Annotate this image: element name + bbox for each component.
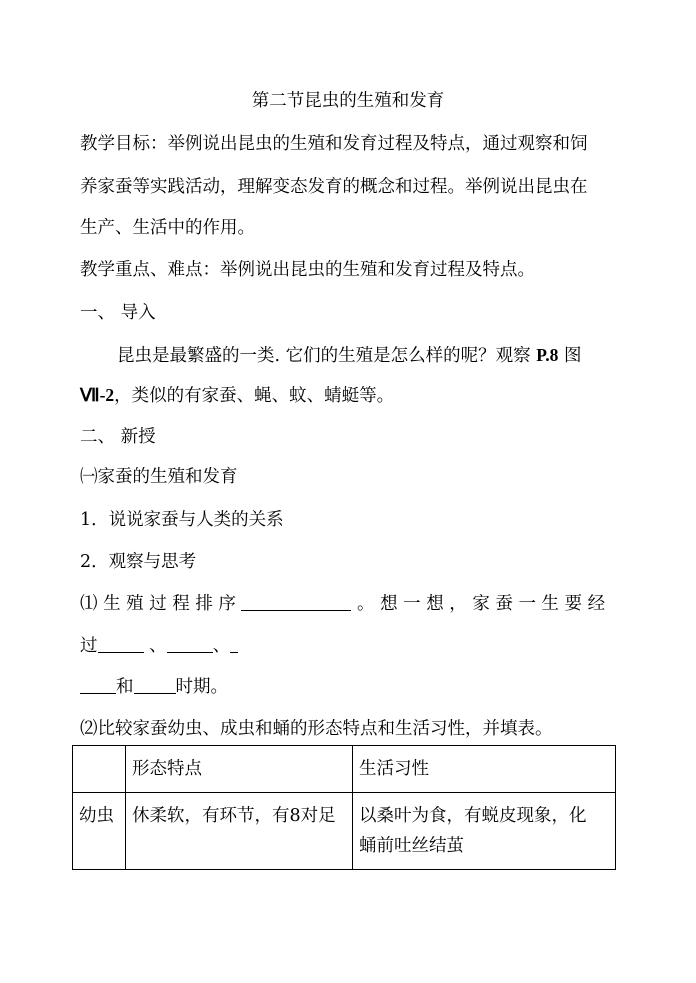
question-1-prompt: ⑴ 生 殖 过 程 排 序 [80, 594, 236, 614]
blank-stage-3 [80, 675, 116, 694]
question-1-line-3 [80, 675, 228, 699]
subsection-silkworm: ㈠家蚕的生殖和发育 [80, 467, 238, 487]
larva-morphology: 休柔软，有环节，有8对足 [126, 793, 353, 870]
intro-figure-ref: Ⅶ-2 [80, 385, 115, 405]
separator-2: 、 [212, 636, 231, 656]
row-label-larva: 幼虫 [73, 793, 126, 870]
teaching-goal-line-1: 教学目标：举例说出昆虫的生殖和发育过程及特点，通过观察和饲 [80, 134, 588, 154]
key-points: 教学重点、难点：举例说出昆虫的生殖和发育过程及特点。 [80, 260, 535, 280]
intro-paragraph-line-2 [80, 383, 394, 408]
question-1-continue: 。 想 一 想 ， 家 蚕 一 生 要 经 [357, 594, 606, 614]
blank-stage-4 [134, 675, 176, 694]
intro-examples: ，类似的有家蚕、蝇、蚊、蜻蜓等。 [114, 386, 395, 406]
page-title: 第二节昆虫的生殖和发育 [251, 91, 445, 111]
table-header-empty [73, 746, 126, 793]
section-new-heading: 二、 新授 [80, 427, 156, 447]
item-1: 1．说说家蚕与人类的关系 [80, 510, 284, 530]
question-1-pass: 过 [80, 636, 98, 656]
blank-order [241, 592, 351, 611]
question-1-period: 时期。 [175, 677, 228, 697]
separator-1: 、 [149, 636, 167, 656]
blank-stage-1 [98, 634, 144, 653]
question-1-and: 和 [116, 677, 134, 697]
blank-stage-3-start [230, 634, 238, 653]
comparison-table [72, 745, 616, 870]
larva-habits-line-1: 以桑叶为食，有蜕皮现象，化 [359, 806, 587, 826]
table-header-row [73, 746, 616, 793]
teaching-goal-line-2: 养家蚕等实践活动，理解变态发育的概念和过程。举例说出昆虫在 [80, 177, 588, 197]
intro-paragraph-line-1 [117, 343, 581, 368]
larva-habits-line-2: 蛹前吐丝结茧 [359, 836, 464, 856]
table-row [73, 793, 616, 870]
section-intro-heading: 一、 导入 [80, 303, 156, 323]
teaching-goal-line-3: 生产、生活中的作用。 [80, 218, 255, 238]
table-header-morphology: 形态特点 [126, 746, 353, 793]
intro-text: 昆虫是最繁盛的一类. 它们的生殖是怎么样的呢？观察 [117, 346, 537, 366]
intro-page-ref: P.8 [536, 345, 559, 365]
larva-habits [353, 793, 616, 870]
blank-stage-2 [167, 634, 213, 653]
question-1-line-1 [80, 592, 605, 616]
intro-figure-word: 图 [558, 346, 582, 366]
question-2: ⑵比较家蚕幼虫、成虫和蛹的形态特点和生活习性，并填表。 [80, 719, 553, 739]
item-2: 2．观察与思考 [80, 552, 197, 572]
question-1-line-2 [80, 634, 238, 658]
table-header-habits: 生活习性 [353, 746, 616, 793]
